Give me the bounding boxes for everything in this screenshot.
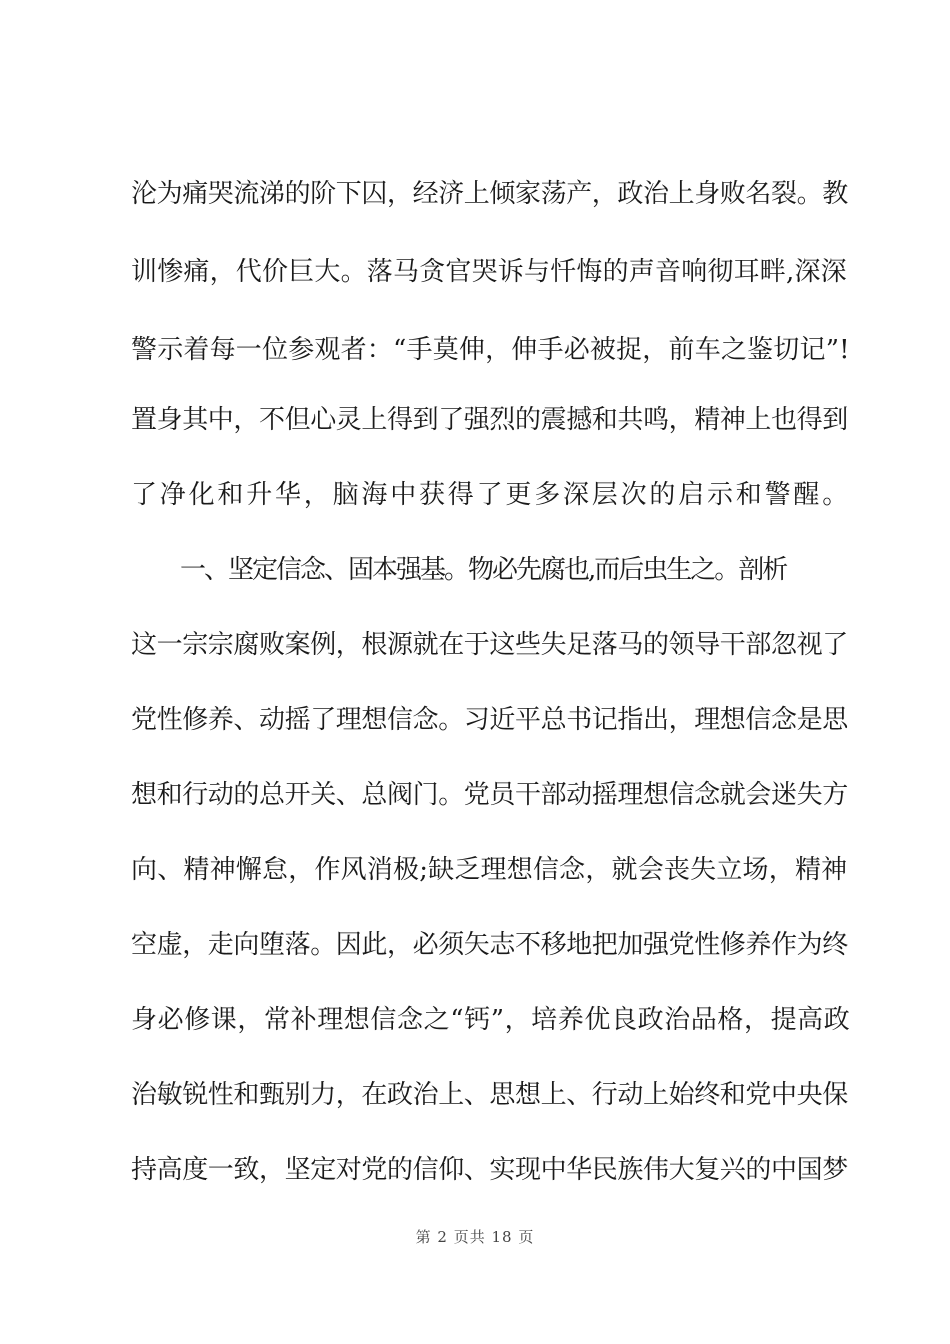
page-number-footer: 第 2 页共 18 页 (415, 1228, 535, 1246)
text-line: 想和行动的总开关、总阀门。党员干部动摇理想信念就会迷失方 (131, 780, 848, 810)
text-line: 了净化和升华，脑海中获得了更多深层次的启示和警醒。 (131, 480, 852, 510)
text-line: 空虚，走向堕落。因此，必须矢志不移地把加强党性修养作为终 (131, 930, 848, 960)
text-line: 这一宗宗腐败案例，根源就在于这些失足落马的领导干部忽视了 (131, 630, 848, 660)
paragraph-first-line: 一、坚定信念、固本强基。物必先腐也,而后虫生之。剖析 (180, 555, 787, 585)
text-line: 置身其中，不但心灵上得到了强烈的震撼和共鸣，精神上也得到 (131, 405, 848, 435)
text-line: 警示着每一位参观者：“手莫伸，伸手必被捉，前车之鉴切记”! (131, 335, 850, 365)
text-line: 党性修养、动摇了理想信念。习近平总书记指出，理想信念是思 (131, 705, 848, 735)
text-line: 向、精神懈怠，作风消极;缺乏理想信念，就会丧失立场，精神 (131, 855, 848, 885)
text-line: 训惨痛，代价巨大。落马贪官哭诉与忏悔的声音响彻耳畔,深深 (131, 257, 847, 287)
text-line: 沦为痛哭流涕的阶下囚，经济上倾家荡产，政治上身败名裂。教 (131, 179, 848, 209)
text-line: 持高度一致，坚定对党的信仰、实现中华民族伟大复兴的中国梦 (131, 1155, 848, 1185)
text-line: 身必修课，常补理想信念之“钙”，培养优良政治品格，提高政 (131, 1005, 851, 1035)
text-line: 治敏锐性和甄别力，在政治上、思想上、行动上始终和党中央保 (131, 1080, 848, 1110)
